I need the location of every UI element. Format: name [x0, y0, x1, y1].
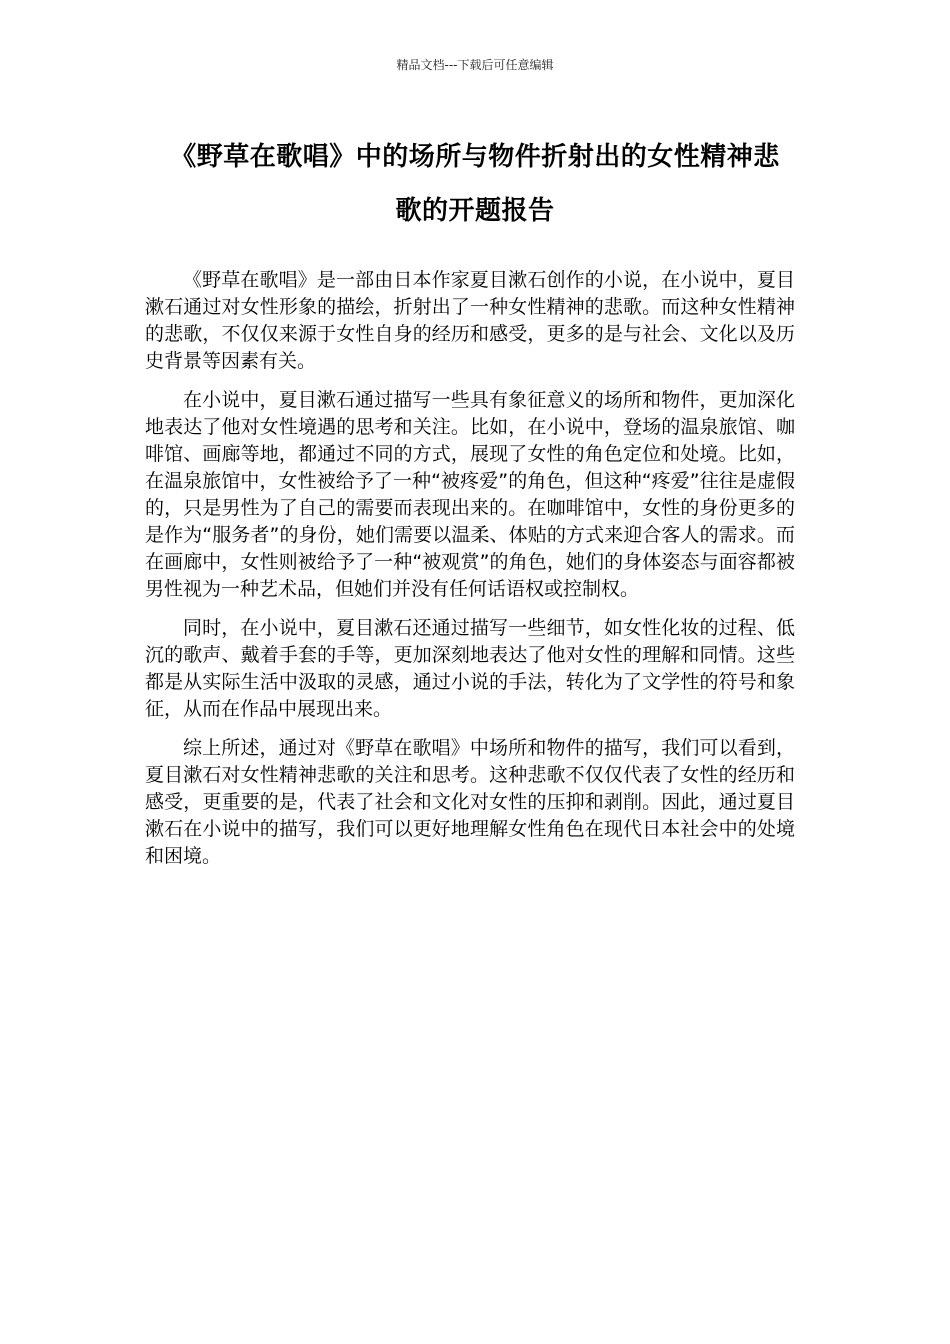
document-body: [145, 267, 795, 882]
paragraph: 《野草在歌唱》是一部由日本作家夏目漱石创作的小说，在小说中，夏目漱石通过对女性形象的描绘，折射出了一种女性精神的悲歌。而这种女性精神的悲歌，不仅仅来源于女性自身的经历和感受，更多的是与社会、文化以及历史背景等因素有关。: [145, 269, 795, 372]
paragraph: 在小说中，夏目漱石通过描写一些具有象征意义的场所和物件，更加深化地表达了他对女性境遇的思考和关注。比如，在小说中，登场的温泉旅馆、咖啡馆、画廊等地，都通过不同的方式，展现了女性的角色定位和处境。比如，在温泉旅馆中，女性被给予了一种“被疼爱”的角色，但这种“疼爱”往往是虚假的，只是男性为了自己的需要而表现出来的。在咖啡馆中，女性的身份更多的是作为“服务者”的身份，她们需要以温柔、体贴的方式来迎合客人的需求。而在画廊中，女性则被给予了一种“被观赏”的角色，她们的身体姿态与面容都被男性视为一种艺术品，但她们并没有任何话语权或控制权。: [145, 389, 795, 600]
paragraph: 同时，在小说中，夏目漱石还通过描写一些细节，如女性化妆的过程、低沉的歌声、戴着手套的手等，更加深刻地表达了他对女性的理解和同情。这些都是从实际生活中汲取的灵感，通过小说的手法，转化为了文学性的符号和象征，从而在作品中展现出来。: [145, 617, 795, 720]
header-note: 精品文档---下载后可任意编辑: [396, 58, 554, 72]
title-line-1: 《野草在歌唱》中的场所与物件折射出的女性精神悲: [170, 142, 780, 172]
paragraph: 综上所述，通过对《野草在歌唱》中场所和物件的描写，我们可以看到，夏目漱石对女性精神悲歌的关注和思考。这种悲歌不仅仅代表了女性的经历和感受，更重要的是，代表了社会和文化对女性的压抑和剥削。因此，通过夏目漱石在小说中的描写，我们可以更好地理解女性角色在现代日本社会中的处境和困境。: [145, 737, 795, 867]
title-line-2: 歌的开题报告: [395, 196, 555, 226]
document-title: [130, 130, 820, 238]
